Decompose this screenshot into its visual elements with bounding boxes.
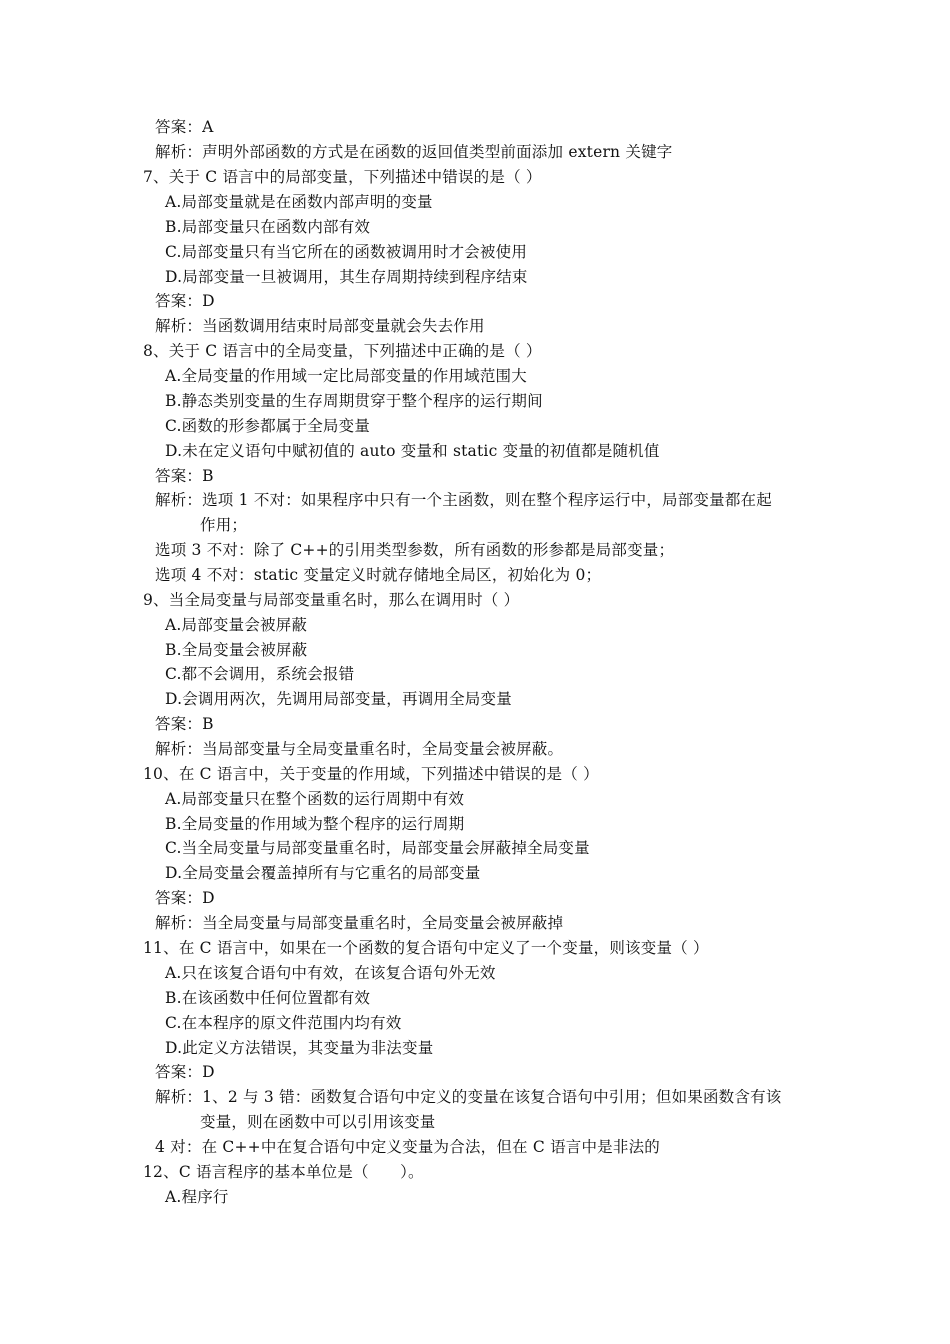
question-8: 8、关于 C 语言中的全局变量，下列描述中正确的是（ ） [143,342,542,360]
question-11: 11、在 C 语言中，如果在一个函数的复合语句中定义了一个变量，则该变量（ ） [143,939,709,957]
option-b: B.全局变量会被屏蔽 [165,641,308,659]
option-d: D.此定义方法错误，其变量为非法变量 [165,1039,434,1057]
question-10: 10、在 C 语言中，关于变量的作用域，下列描述中错误的是（ ） [143,765,599,783]
explanation-line: 解析：选项 1 不对：如果程序中只有一个主函数，则在整个程序运行中，局部变量都在起 [155,491,772,509]
explanation-line: 选项 3 不对：除了 C++的引用类型参数，所有函数的形参都是局部变量； [155,541,675,559]
option-a: A.局部变量会被屏蔽 [165,616,308,634]
question-7: 7、关于 C 语言中的局部变量，下列描述中错误的是（ ） [143,168,542,186]
option-a: A.程序行 [165,1188,229,1206]
explanation-line: 4 对：在 C++中在复合语句中定义变量为合法，但在 C 语言中是非法的 [155,1138,660,1156]
option-d: D.局部变量一旦被调用，其生存周期持续到程序结束 [165,268,528,286]
answer-line: 答案：D [155,292,215,310]
explanation-line: 解析：当局部变量与全局变量重名时，全局变量会被屏蔽。 [155,740,564,758]
option-b: B.全局变量的作用域为整个程序的运行周期 [165,815,465,833]
answer-line: 答案：A [155,118,214,136]
option-a: A.全局变量的作用域一定比局部变量的作用域范围大 [165,367,527,385]
explanation-line: 解析：当全局变量与局部变量重名时，全局变量会被屏蔽掉 [155,914,564,932]
explanation-line: 解析：声明外部函数的方式是在函数的返回值类型前面添加 extern 关键字 [155,143,673,161]
option-a: A.局部变量只在整个函数的运行周期中有效 [165,790,465,808]
option-d: D.全局变量会覆盖掉所有与它重名的局部变量 [165,864,481,882]
answer-line: 答案：B [155,467,214,485]
question-9: 9、当全局变量与局部变量重名时，那么在调用时（ ） [143,591,520,609]
option-c: C.局部变量只有当它所在的函数被调用时才会被使用 [165,243,528,261]
option-b: B.静态类别变量的生存周期贯穿于整个程序的运行期间 [165,392,543,410]
option-b: B.在该函数中任何位置都有效 [165,989,371,1007]
answer-line: 答案：B [155,715,214,733]
explanation-line: 解析：当函数调用结束时局部变量就会失去作用 [155,317,485,335]
answer-line: 答案：D [155,1063,215,1081]
option-c: C.在本程序的原文件范围内均有效 [165,1014,402,1032]
explanation-line: 解析：1、2 与 3 错：函数复合语句中定义的变量在该复合语句中引用；但如果函数含有该 [155,1088,782,1106]
option-b: B.局部变量只在函数内部有效 [165,218,371,236]
explanation-line: 选项 4 不对：static 变量定义时就存储地全局区，初始化为 0； [155,566,602,584]
question-12: 12、C 语言程序的基本单位是（ ）。 [143,1163,424,1181]
explanation-continuation: 变量，则在函数中可以引用该变量 [200,1113,436,1131]
answer-line: 答案：D [155,889,215,907]
option-a: A.只在该复合语句中有效，在该复合语句外无效 [165,964,496,982]
explanation-continuation: 作用； [200,516,248,534]
option-c: C.当全局变量与局部变量重名时，局部变量会屏蔽掉全局变量 [165,839,590,857]
option-c: C.都不会调用，系统会报错 [165,665,355,683]
option-d: D.会调用两次，先调用局部变量，再调用全局变量 [165,690,512,708]
option-d: D.未在定义语句中赋初值的 auto 变量和 static 变量的初值都是随机值 [165,442,660,460]
option-a: A.局部变量就是在函数内部声明的变量 [165,193,433,211]
option-c: C.函数的形参都属于全局变量 [165,417,371,435]
